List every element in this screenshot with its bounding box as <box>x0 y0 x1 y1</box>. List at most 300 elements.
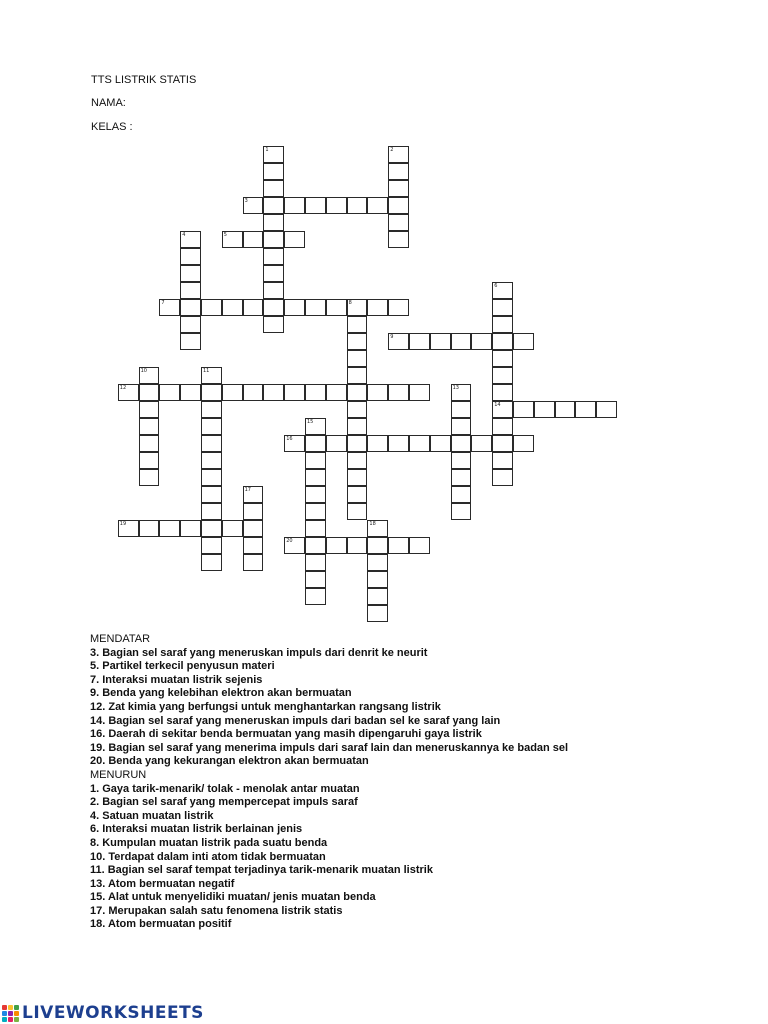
letter-input[interactable] <box>306 198 325 213</box>
letter-input[interactable] <box>244 300 263 315</box>
letter-input[interactable] <box>140 385 159 400</box>
crossword-cell[interactable] <box>347 197 368 214</box>
crossword-cell[interactable] <box>451 503 472 520</box>
crossword-cell[interactable] <box>263 384 284 401</box>
crossword-cell[interactable] <box>139 469 160 486</box>
crossword-cell[interactable] <box>347 350 368 367</box>
letter-input[interactable] <box>202 402 221 417</box>
crossword-cell[interactable] <box>180 265 201 282</box>
letter-input[interactable] <box>264 198 283 213</box>
letter-input[interactable] <box>202 538 221 553</box>
clue-number: 10 <box>140 367 147 374</box>
letter-input[interactable] <box>348 453 367 468</box>
letter-input[interactable] <box>389 164 408 179</box>
crossword-cell[interactable] <box>471 435 492 452</box>
crossword-cell[interactable] <box>201 299 222 316</box>
letter-input[interactable] <box>264 164 283 179</box>
clue-number: 15 <box>307 418 314 425</box>
crossword-cell[interactable] <box>305 520 326 537</box>
letter-input[interactable] <box>348 334 367 349</box>
letter-input[interactable] <box>410 436 429 451</box>
crossword-cell[interactable] <box>201 503 222 520</box>
crossword-cell[interactable] <box>326 299 347 316</box>
across-clue: 3. Bagian sel saraf yang meneruskan impuls dari denrit ke neurit <box>90 646 428 659</box>
crossword-cell[interactable] <box>180 248 201 265</box>
letter-input[interactable] <box>368 436 387 451</box>
letter-input[interactable] <box>410 385 429 400</box>
letter-input[interactable] <box>244 555 263 570</box>
letter-input[interactable] <box>493 453 512 468</box>
crossword-cell[interactable] <box>513 435 534 452</box>
crossword-cell[interactable] <box>347 316 368 333</box>
letter-input[interactable] <box>348 351 367 366</box>
letter-input[interactable] <box>264 300 283 315</box>
letter-input[interactable] <box>389 300 408 315</box>
letter-input[interactable] <box>160 385 179 400</box>
letter-input[interactable] <box>327 436 346 451</box>
crossword-cell[interactable] <box>284 299 305 316</box>
letter-input[interactable] <box>181 334 200 349</box>
letter-input[interactable] <box>140 453 159 468</box>
crossword-cell[interactable] <box>388 163 409 180</box>
crossword-cell[interactable] <box>451 435 472 452</box>
letter-input[interactable] <box>493 436 512 451</box>
class-label: KELAS : <box>91 121 133 133</box>
letter-input[interactable] <box>348 317 367 332</box>
letter-input[interactable] <box>181 317 200 332</box>
letter-input[interactable] <box>306 521 325 536</box>
crossword-cell[interactable] <box>451 401 472 418</box>
crossword-cell[interactable] <box>451 469 472 486</box>
crossword-cell[interactable] <box>347 333 368 350</box>
crossword-cell[interactable] <box>201 486 222 503</box>
letter-input[interactable] <box>285 300 304 315</box>
letter-input[interactable] <box>223 521 242 536</box>
crossword-cell[interactable] <box>430 435 451 452</box>
crossword-cell[interactable] <box>492 384 513 401</box>
crossword-cell[interactable] <box>305 435 326 452</box>
crossword-cell[interactable] <box>243 299 264 316</box>
crossword-cell[interactable] <box>263 299 284 316</box>
crossword-cell[interactable] <box>201 418 222 435</box>
letter-input[interactable] <box>514 402 533 417</box>
letter-input[interactable] <box>223 300 242 315</box>
letter-input[interactable] <box>306 300 325 315</box>
across-clue: 16. Daerah di sekitar benda bermuatan yang masih dipengaruhi gaya listrik <box>90 728 482 741</box>
crossword-cell[interactable] <box>451 418 472 435</box>
letter-input[interactable] <box>264 317 283 332</box>
crossword-cell[interactable] <box>305 486 326 503</box>
letter-input[interactable] <box>181 521 200 536</box>
crossword-cell[interactable] <box>263 282 284 299</box>
crossword-cell[interactable] <box>347 486 368 503</box>
crossword-cell[interactable] <box>201 537 222 554</box>
crossword-cell[interactable] <box>347 418 368 435</box>
letter-input[interactable] <box>348 487 367 502</box>
letter-input[interactable] <box>264 215 283 230</box>
down-clue: 6. Interaksi muatan listrik berlainan jenis <box>90 823 303 836</box>
down-clue: 18. Atom bermuatan positif <box>90 918 232 931</box>
crossword-cell[interactable] <box>222 520 243 537</box>
crossword-cell[interactable] <box>180 316 201 333</box>
letter-input[interactable] <box>535 402 554 417</box>
letter-input[interactable] <box>348 198 367 213</box>
crossword-cell[interactable] <box>243 554 264 571</box>
crossword-cell[interactable] <box>492 367 513 384</box>
clue-number: 4 <box>182 231 186 238</box>
letter-input[interactable] <box>368 538 387 553</box>
crossword-cell[interactable] <box>492 469 513 486</box>
crossword-cell[interactable] <box>180 333 201 350</box>
crossword-cell[interactable] <box>305 571 326 588</box>
letter-input[interactable] <box>389 538 408 553</box>
crossword-cell[interactable] <box>305 554 326 571</box>
crossword-cell[interactable] <box>139 418 160 435</box>
crossword-cell[interactable] <box>409 333 430 350</box>
crossword-cell[interactable] <box>201 435 222 452</box>
letter-input[interactable] <box>202 453 221 468</box>
crossword-cell[interactable] <box>284 197 305 214</box>
crossword-cell[interactable] <box>347 503 368 520</box>
crossword-cell[interactable] <box>451 452 472 469</box>
letter-input[interactable] <box>597 402 616 417</box>
letter-input[interactable] <box>181 385 200 400</box>
letter-input[interactable] <box>223 385 242 400</box>
letter-input[interactable] <box>181 300 200 315</box>
letter-input[interactable] <box>452 419 471 434</box>
letter-input[interactable] <box>202 419 221 434</box>
letter-input[interactable] <box>493 351 512 366</box>
crossword-cell[interactable] <box>388 435 409 452</box>
crossword-cell[interactable] <box>139 401 160 418</box>
letter-input[interactable] <box>306 436 325 451</box>
crossword-cell[interactable] <box>492 452 513 469</box>
letter-input[interactable] <box>181 249 200 264</box>
crossword-cell[interactable] <box>263 316 284 333</box>
crossword-cell[interactable] <box>263 231 284 248</box>
crossword-cell[interactable] <box>388 384 409 401</box>
crossword-cell[interactable] <box>388 214 409 231</box>
crossword-cell[interactable] <box>305 197 326 214</box>
crossword-cell[interactable] <box>139 435 160 452</box>
letter-input[interactable] <box>493 368 512 383</box>
letter-input[interactable] <box>389 198 408 213</box>
letter-input[interactable] <box>556 402 575 417</box>
clue-number: 19 <box>119 520 127 527</box>
crossword-cell[interactable] <box>263 197 284 214</box>
crossword-cell[interactable] <box>347 367 368 384</box>
crossword-cell[interactable] <box>243 384 264 401</box>
letter-input[interactable] <box>140 470 159 485</box>
crossword-cell[interactable] <box>243 520 264 537</box>
crossword-cell[interactable] <box>388 537 409 554</box>
letter-input[interactable] <box>452 504 471 519</box>
crossword-cell[interactable] <box>367 435 388 452</box>
crossword-cell[interactable] <box>409 537 430 554</box>
letter-input[interactable] <box>452 453 471 468</box>
letter-input[interactable] <box>306 589 325 604</box>
letter-input[interactable] <box>244 385 263 400</box>
letter-input[interactable] <box>140 521 159 536</box>
letter-input[interactable] <box>493 317 512 332</box>
crossword-cell[interactable] <box>305 299 326 316</box>
crossword-cell[interactable] <box>388 231 409 248</box>
crossword-cell[interactable] <box>367 588 388 605</box>
crossword-cell[interactable] <box>180 282 201 299</box>
letter-input[interactable] <box>368 385 387 400</box>
logo-square <box>2 1011 7 1016</box>
crossword-cell[interactable] <box>243 537 264 554</box>
letter-input[interactable] <box>389 215 408 230</box>
letter-input[interactable] <box>264 232 283 247</box>
letter-input[interactable] <box>202 521 221 536</box>
letter-input[interactable] <box>348 385 367 400</box>
letter-input[interactable] <box>576 402 595 417</box>
letter-input[interactable] <box>140 419 159 434</box>
crossword-cell[interactable] <box>430 333 451 350</box>
crossword-cell[interactable] <box>367 571 388 588</box>
letter-input[interactable] <box>493 419 512 434</box>
letter-input[interactable] <box>327 538 346 553</box>
letter-input[interactable] <box>452 436 471 451</box>
crossword-cell[interactable] <box>305 537 326 554</box>
letter-input[interactable] <box>244 538 263 553</box>
crossword-cell[interactable] <box>367 299 388 316</box>
crossword-cell[interactable] <box>534 401 555 418</box>
crossword-cell[interactable] <box>347 401 368 418</box>
crossword-cell[interactable] <box>263 248 284 265</box>
letter-input[interactable] <box>202 470 221 485</box>
letter-input[interactable] <box>306 572 325 587</box>
crossword-cell[interactable] <box>555 401 576 418</box>
liveworksheets-logo[interactable] <box>2 1002 204 1024</box>
crossword-cell[interactable] <box>305 452 326 469</box>
crossword-cell[interactable] <box>409 384 430 401</box>
letter-input[interactable] <box>244 504 263 519</box>
crossword-cell[interactable] <box>284 231 305 248</box>
down-clue: 15. Alat untuk menyelidiki muatan/ jenis muatan benda <box>90 891 376 904</box>
letter-input[interactable] <box>410 334 429 349</box>
letter-input[interactable] <box>140 436 159 451</box>
crossword-cell[interactable] <box>263 163 284 180</box>
letter-input[interactable] <box>202 385 221 400</box>
letter-input[interactable] <box>368 198 387 213</box>
crossword-cell[interactable] <box>513 401 534 418</box>
crossword-cell[interactable] <box>305 469 326 486</box>
letter-input[interactable] <box>306 470 325 485</box>
clue-number: 9 <box>390 333 394 340</box>
crossword-cell[interactable] <box>388 299 409 316</box>
crossword-cell[interactable] <box>367 537 388 554</box>
letter-input[interactable] <box>181 266 200 281</box>
crossword-cell[interactable] <box>492 299 513 316</box>
crossword-cell[interactable] <box>596 401 617 418</box>
crossword-cell[interactable] <box>139 384 160 401</box>
letter-input[interactable] <box>306 538 325 553</box>
across-clue: 14. Bagian sel saraf yang meneruskan impuls dari badan sel ke saraf yang lain <box>90 714 501 727</box>
clue-number: 20 <box>286 537 293 544</box>
crossword-cell[interactable] <box>180 384 201 401</box>
crossword-cell[interactable] <box>347 384 368 401</box>
letter-input[interactable] <box>202 504 221 519</box>
letter-input[interactable] <box>348 470 367 485</box>
letter-input[interactable] <box>181 283 200 298</box>
letter-input[interactable] <box>368 589 387 604</box>
crossword-cell[interactable] <box>201 384 222 401</box>
crossword-cell[interactable] <box>492 435 513 452</box>
crossword-cell[interactable] <box>492 316 513 333</box>
clue-number: 3 <box>244 197 248 204</box>
crossword-cell[interactable] <box>243 503 264 520</box>
crossword-cell[interactable] <box>347 452 368 469</box>
letter-input[interactable] <box>244 232 263 247</box>
crossword-cell[interactable] <box>201 469 222 486</box>
crossword-cell[interactable] <box>305 588 326 605</box>
letter-input[interactable] <box>514 436 533 451</box>
crossword-cell[interactable] <box>159 384 180 401</box>
letter-input[interactable] <box>389 232 408 247</box>
letter-input[interactable] <box>348 402 367 417</box>
letter-input[interactable] <box>493 300 512 315</box>
crossword-cell[interactable] <box>263 214 284 231</box>
crossword-cell[interactable] <box>180 299 201 316</box>
crossword-cell[interactable] <box>201 554 222 571</box>
crossword-cell[interactable] <box>513 333 534 350</box>
clue-number: 14 <box>494 401 501 408</box>
letter-input[interactable] <box>264 385 283 400</box>
letter-input[interactable] <box>327 198 346 213</box>
crossword-cell[interactable] <box>201 452 222 469</box>
letter-input[interactable] <box>202 300 221 315</box>
crossword-cell[interactable] <box>159 520 180 537</box>
crossword-cell[interactable] <box>492 333 513 350</box>
letter-input[interactable] <box>514 334 533 349</box>
crossword-cell[interactable] <box>305 384 326 401</box>
crossword-cell[interactable] <box>326 435 347 452</box>
letter-input[interactable] <box>389 436 408 451</box>
letter-input[interactable] <box>285 385 304 400</box>
letter-input[interactable] <box>327 385 346 400</box>
crossword-cell[interactable] <box>139 452 160 469</box>
letter-input[interactable] <box>389 181 408 196</box>
crossword-cell[interactable] <box>222 299 243 316</box>
letter-input[interactable] <box>452 470 471 485</box>
letter-input[interactable] <box>493 385 512 400</box>
crossword-cell[interactable] <box>367 384 388 401</box>
down-clue: 1. Gaya tarik-menarik/ tolak - menolak antar muatan <box>90 782 360 795</box>
crossword-cell[interactable] <box>263 265 284 282</box>
worksheet-title: TTS LISTRIK STATIS <box>91 74 197 86</box>
letter-input[interactable] <box>431 436 450 451</box>
letter-input[interactable] <box>264 266 283 281</box>
crossword-cell[interactable] <box>367 605 388 622</box>
crossword-cell[interactable] <box>284 384 305 401</box>
letter-input[interactable] <box>368 572 387 587</box>
crossword-cell[interactable] <box>326 537 347 554</box>
crossword-cell[interactable] <box>201 401 222 418</box>
letter-input[interactable] <box>306 504 325 519</box>
letter-input[interactable] <box>368 606 387 621</box>
letter-input[interactable] <box>348 436 367 451</box>
letter-input[interactable] <box>306 555 325 570</box>
letter-input[interactable] <box>306 487 325 502</box>
letter-input[interactable] <box>389 385 408 400</box>
across-clue: 19. Bagian sel saraf yang menerima impuls dari saraf lain dan meneruskannya ke badan sel <box>90 741 569 754</box>
crossword-cell[interactable] <box>347 537 368 554</box>
letter-input[interactable] <box>493 334 512 349</box>
crossword-cell[interactable] <box>326 197 347 214</box>
crossword-cell[interactable] <box>367 554 388 571</box>
letter-input[interactable] <box>368 300 387 315</box>
letter-input[interactable] <box>264 283 283 298</box>
crossword-cell[interactable] <box>471 333 492 350</box>
letter-input[interactable] <box>327 300 346 315</box>
name-label: NAMA: <box>91 97 126 109</box>
crossword-cell[interactable] <box>243 231 264 248</box>
letter-input[interactable] <box>348 368 367 383</box>
crossword-cell[interactable] <box>347 435 368 452</box>
crossword-cell[interactable] <box>201 520 222 537</box>
letter-input[interactable] <box>472 436 491 451</box>
letter-input[interactable] <box>285 198 304 213</box>
crossword-cell[interactable] <box>180 520 201 537</box>
letter-input[interactable] <box>472 334 491 349</box>
clue-number: 1 <box>265 146 269 153</box>
letter-input[interactable] <box>348 538 367 553</box>
crossword-cell[interactable] <box>367 197 388 214</box>
crossword-cell[interactable] <box>326 384 347 401</box>
letter-input[interactable] <box>348 504 367 519</box>
crossword-cell[interactable] <box>305 503 326 520</box>
crossword-cell[interactable] <box>139 520 160 537</box>
logo-square <box>2 1005 7 1010</box>
crossword-cell[interactable] <box>575 401 596 418</box>
letter-input[interactable] <box>493 470 512 485</box>
letter-input[interactable] <box>285 232 304 247</box>
crossword-cell[interactable] <box>388 197 409 214</box>
letter-input[interactable] <box>306 385 325 400</box>
crossword-cell[interactable] <box>263 180 284 197</box>
letter-input[interactable] <box>368 555 387 570</box>
crossword-cell[interactable] <box>492 350 513 367</box>
letter-input[interactable] <box>264 249 283 264</box>
across-clue: 9. Benda yang kelebihan elektron akan bermuatan <box>90 687 352 700</box>
crossword-cell[interactable] <box>492 418 513 435</box>
letter-input[interactable] <box>306 453 325 468</box>
letter-input[interactable] <box>160 521 179 536</box>
letter-input[interactable] <box>431 334 450 349</box>
letter-input[interactable] <box>452 402 471 417</box>
letter-input[interactable] <box>202 555 221 570</box>
letter-input[interactable] <box>202 436 221 451</box>
letter-input[interactable] <box>452 487 471 502</box>
crossword-cell[interactable] <box>409 435 430 452</box>
letter-input[interactable] <box>410 538 429 553</box>
letter-input[interactable] <box>202 487 221 502</box>
letter-input[interactable] <box>452 334 471 349</box>
crossword-cell[interactable] <box>451 333 472 350</box>
crossword-cell[interactable] <box>347 469 368 486</box>
across-heading: MENDATAR <box>90 633 151 645</box>
crossword-cell[interactable] <box>222 384 243 401</box>
crossword-cell[interactable] <box>388 180 409 197</box>
down-clue: 2. Bagian sel saraf yang mempercepat impuls saraf <box>90 796 358 809</box>
letter-input[interactable] <box>140 402 159 417</box>
letter-input[interactable] <box>244 521 263 536</box>
crossword-cell[interactable] <box>451 486 472 503</box>
letter-input[interactable] <box>264 181 283 196</box>
letter-input[interactable] <box>348 419 367 434</box>
